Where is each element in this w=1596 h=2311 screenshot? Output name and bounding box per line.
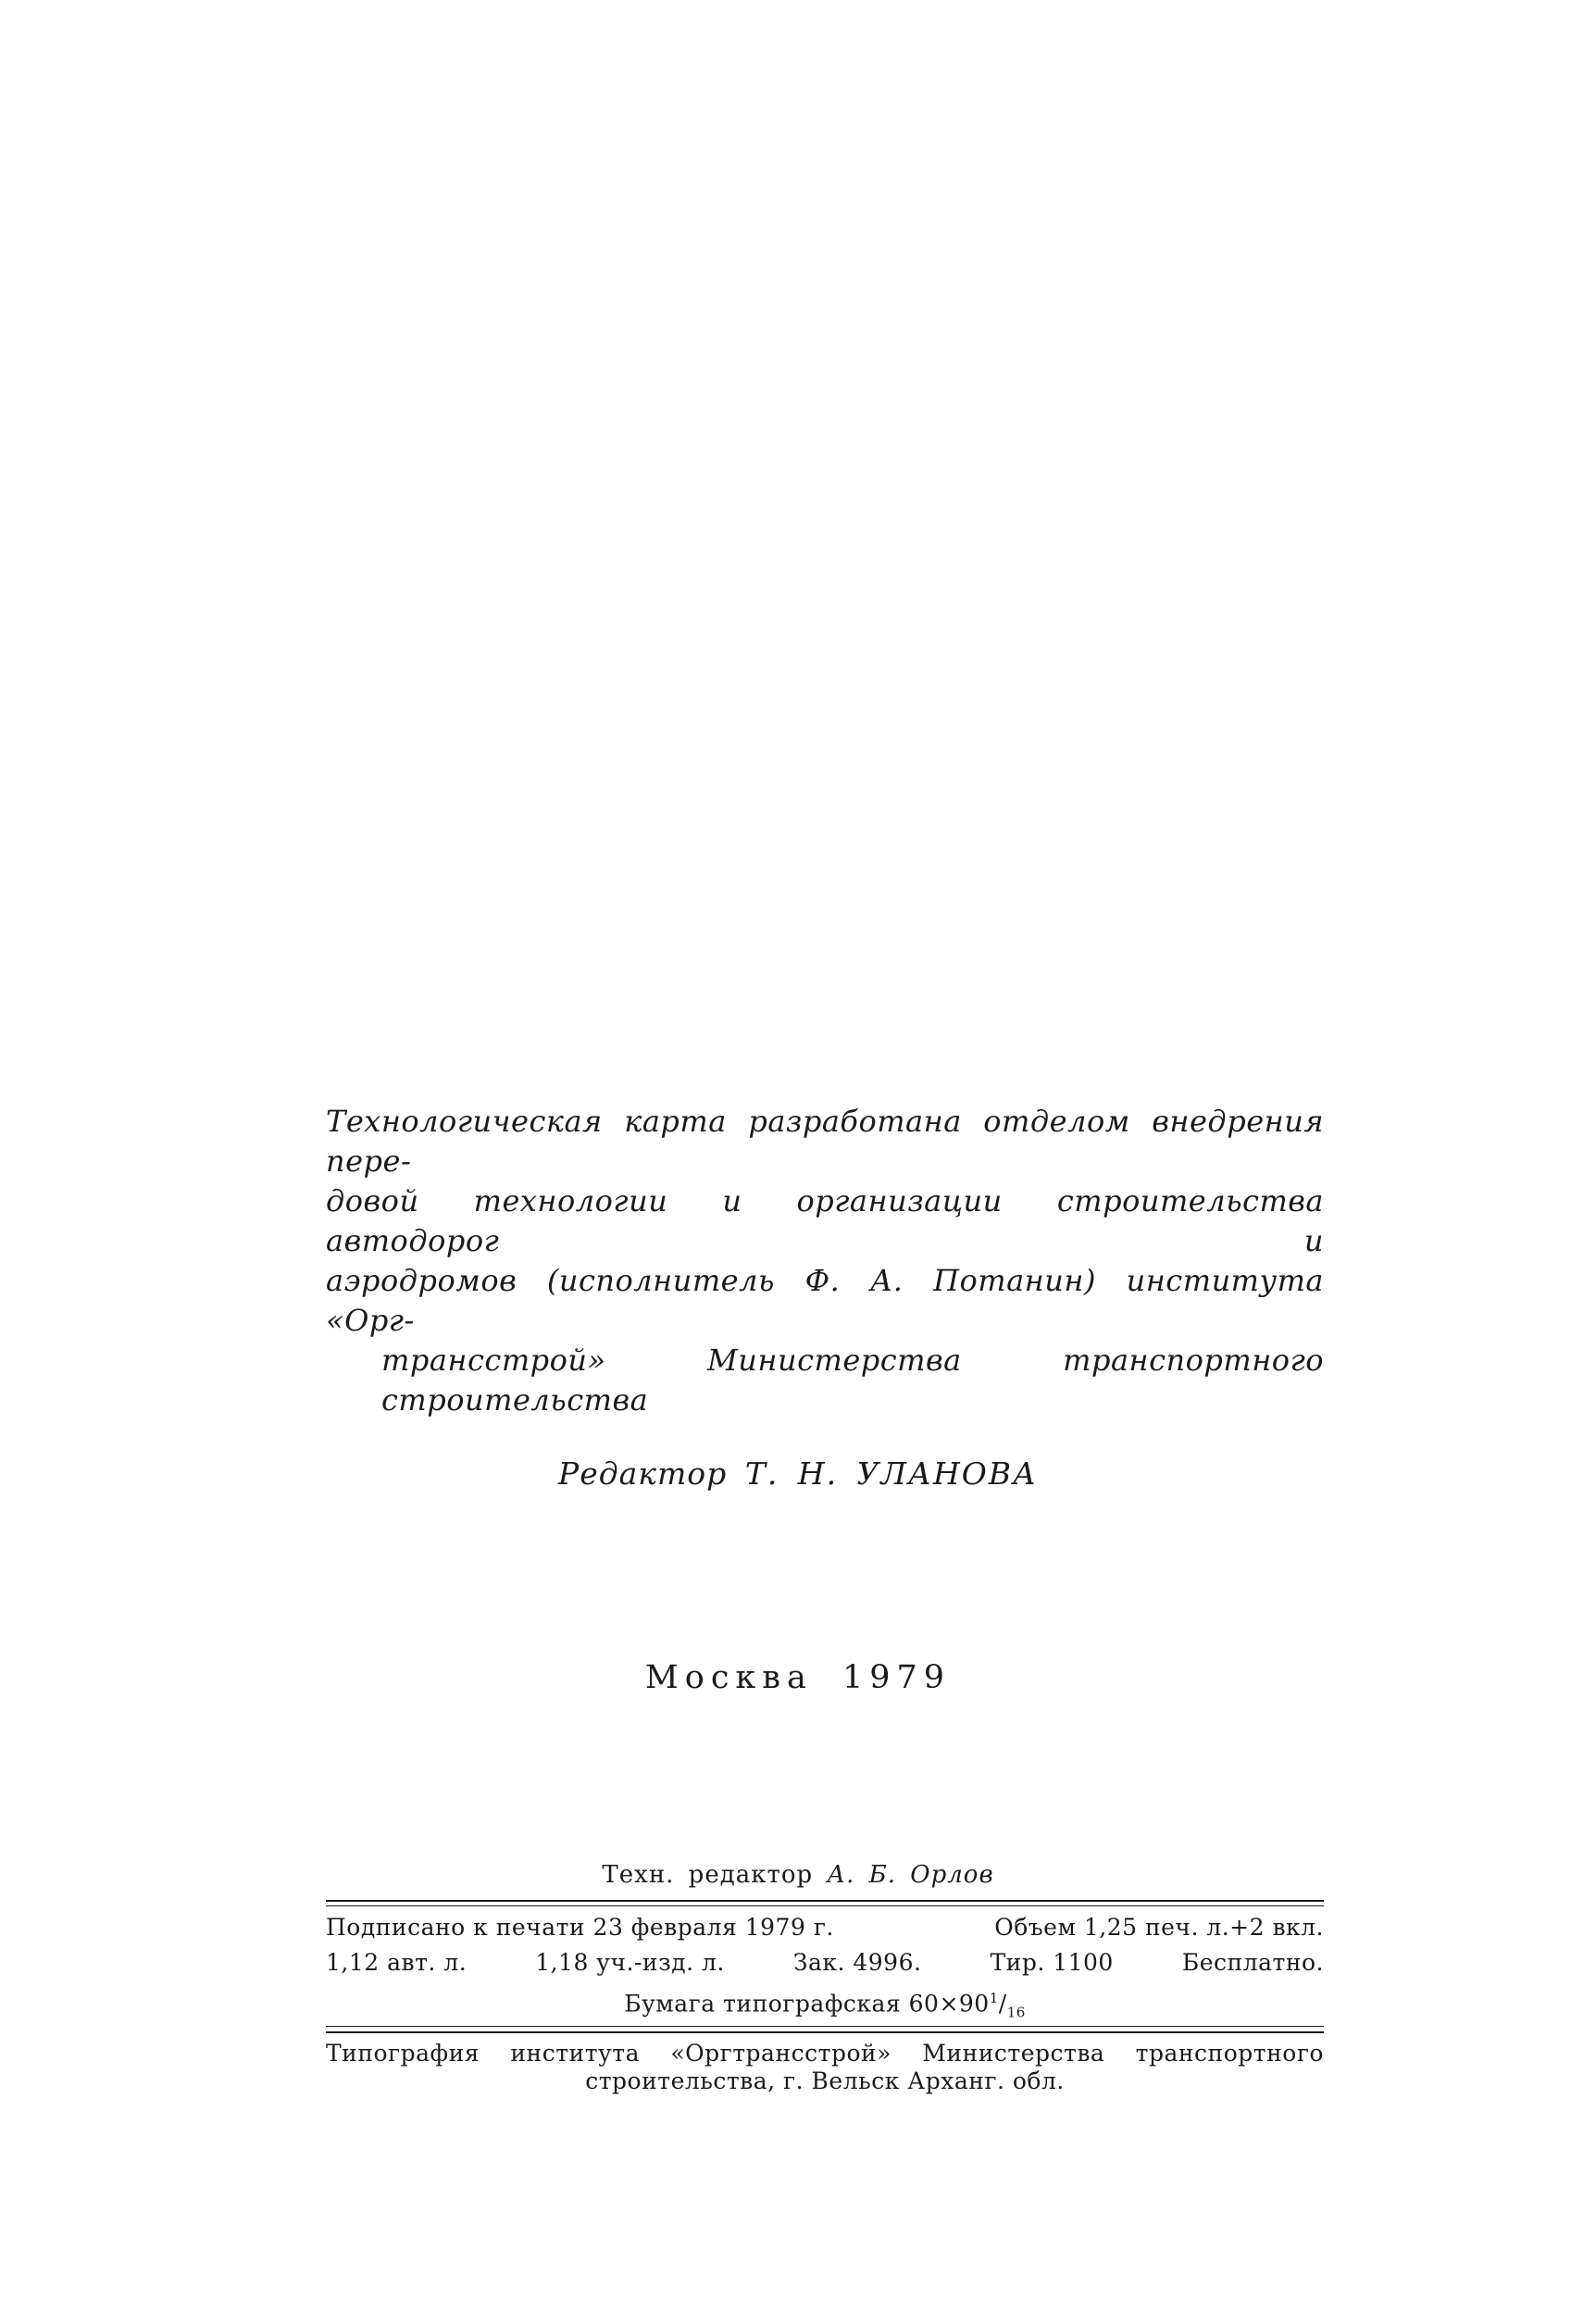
signed-to-print: Подписано к печати 23 февраля 1979 г.	[326, 1914, 834, 1941]
volume: Объем 1,25 печ. л.+2 вкл.	[994, 1914, 1324, 1941]
divider-bottom	[326, 2026, 1324, 2027]
printing-house-line	[326, 2040, 1324, 2067]
printing-house	[326, 2040, 1324, 2095]
imprint-line: трансстрой» Министерства транспортного строительства	[381, 1343, 1324, 1418]
format-numerator: 1	[989, 1990, 999, 2006]
editor-label: Редактор	[557, 1455, 728, 1492]
paper-format: Бумага типографская $60\times 90^1/_{16}$	[624, 1990, 1026, 2021]
printing-house-line	[326, 2067, 1324, 2095]
printing-house-word: «Оргтрансстрой»	[670, 2040, 892, 2067]
order-number: Зак. 4996.	[792, 1949, 922, 1976]
printing-house-address: строительства, г. Вельск Арханг. обл.	[585, 2067, 1065, 2094]
publication-data	[326, 1910, 1324, 2030]
editor-credit	[0, 1455, 1596, 1492]
author-sheets: 1,12 авт. л.	[326, 1949, 468, 1976]
city-year: Москва 1979	[644, 1659, 952, 1696]
tech-editor-label: Техн. редактор	[602, 1861, 814, 1889]
tech-editor-credit	[0, 1861, 1596, 1889]
printing-house-word: Типография	[326, 2040, 480, 2067]
price: Бесплатно.	[1181, 1949, 1324, 1976]
imprint-line: Технологическая карта разработана отделом внедрения пере-	[326, 1104, 1324, 1179]
printing-house-word: Министерства	[922, 2040, 1105, 2067]
divider-top-secondary	[326, 1905, 1324, 1906]
format-denominator: 16	[1006, 2004, 1026, 2021]
publication-row	[326, 1910, 1324, 1945]
printing-house-word: транспортного	[1135, 2040, 1324, 2067]
imprint-line: аэродромов (исполнитель Ф. А. Потанин) института «Орг-	[326, 1263, 1324, 1338]
paper-label: Бумага типографская 60×90	[624, 1990, 990, 2017]
imprint-paragraph	[326, 1102, 1324, 1420]
printing-house-word: института	[510, 2040, 640, 2067]
divider-bottom-secondary	[326, 2031, 1324, 2033]
imprint-line: довой технологии и организации строительства автодорог и	[326, 1183, 1324, 1258]
editor-name: Т. Н. УЛАНОВА	[744, 1455, 1039, 1492]
divider-top	[326, 1900, 1324, 1902]
tech-editor-name: А. Б. Орлов	[827, 1861, 994, 1889]
publication-row	[326, 1980, 1324, 2030]
publication-row	[326, 1945, 1324, 1980]
print-run: Тир. 1100	[990, 1949, 1114, 1976]
publisher-sheets: 1,18 уч.-изд. л.	[535, 1949, 725, 1976]
